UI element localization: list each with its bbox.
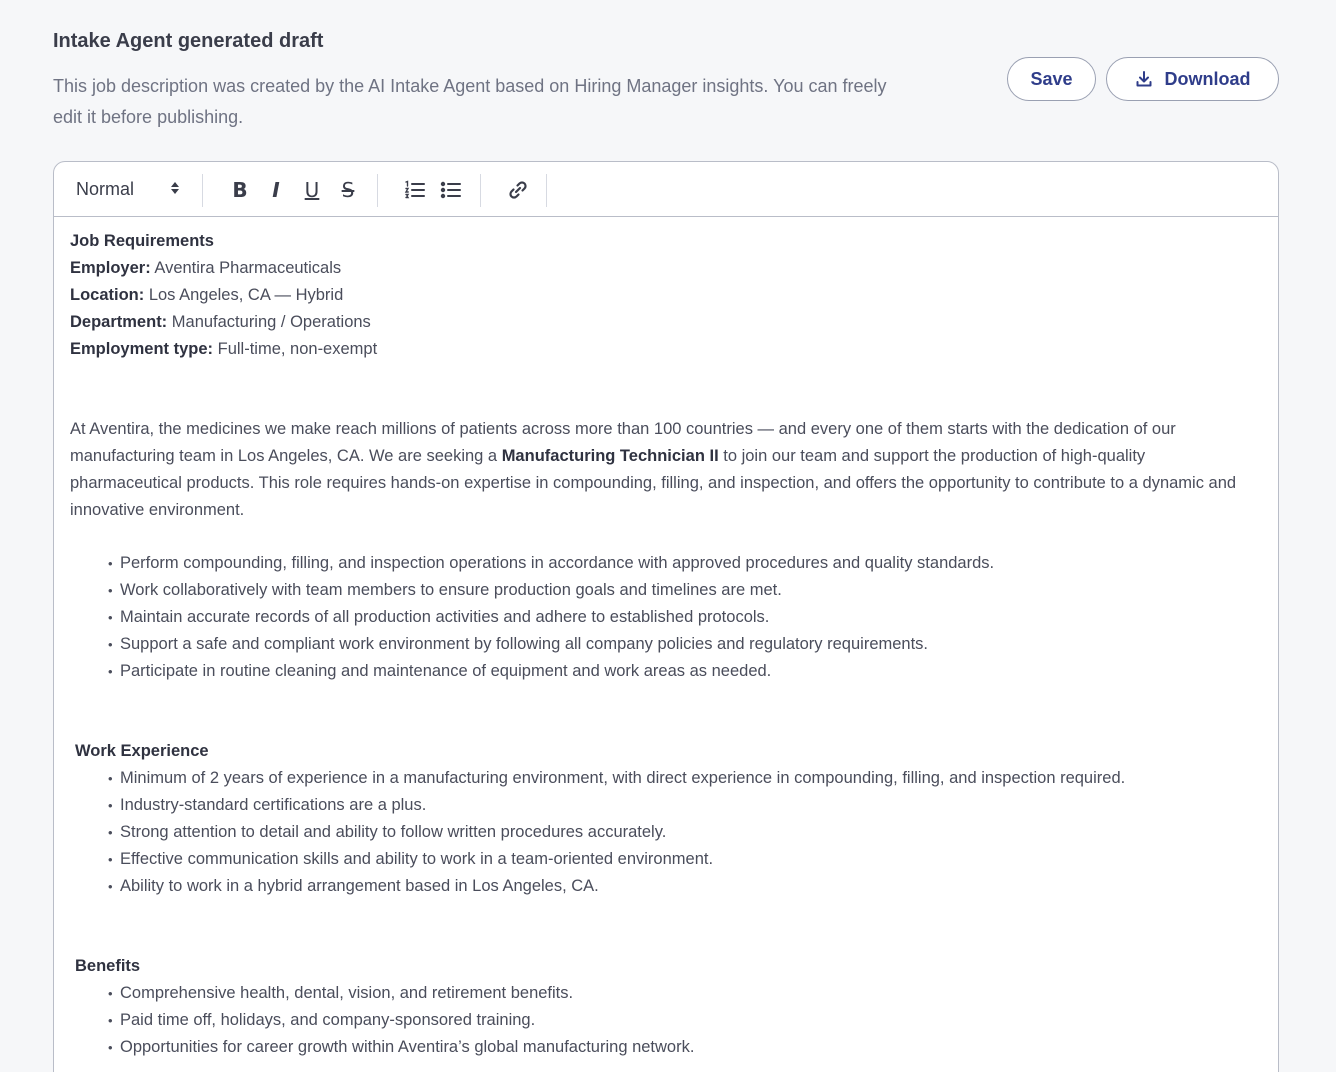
list-item: • Work collaboratively with team members to ensure production goals and timelines are met. (108, 577, 1260, 604)
italic-button[interactable]: I (272, 177, 280, 202)
list-item: • Paid time off, holidays, and company-sponsored training. (108, 1007, 1260, 1034)
toolbar-divider (377, 174, 378, 207)
experience-list (108, 765, 1208, 900)
experience-heading: Work Experience (75, 742, 209, 760)
save-button[interactable] (1007, 57, 1096, 101)
page-title: Intake Agent generated draft (53, 30, 324, 52)
list-item: • Strong attention to detail and ability to follow written procedures accurately. (108, 819, 1208, 846)
list-item: • Minimum of 2 years of experience in a manufacturing environment, with direct experience in compounding, filling, and inspection required. (108, 765, 1208, 792)
list-item: • Ability to work in a hybrid arrangement based in Los Angeles, CA. (108, 873, 1208, 900)
text-style-value: Normal (76, 179, 135, 199)
ordered-list-icon[interactable] (399, 162, 431, 217)
requirements-heading: Job Requirements (70, 232, 214, 250)
bullet-list-icon[interactable] (435, 162, 467, 217)
benefits-heading: Benefits (75, 957, 141, 975)
list-item: • Opportunities for career growth within Aventira’s global manufacturing network. (108, 1034, 1260, 1061)
list-item: • Participate in routine cleaning and maintenance of equipment and work areas as needed. (108, 658, 1260, 685)
list-item: • Industry-standard certifications are a plus. (108, 792, 1208, 819)
field-employer: Employer: Aventira Pharmaceuticals (70, 259, 342, 277)
list-item: • Perform compounding, filling, and inspection operations in accordance with approved procedures and quality standards. (108, 550, 1260, 577)
benefits-list (108, 980, 1260, 1061)
save-button-label: Save (1030, 68, 1073, 89)
underline-button[interactable]: U (304, 177, 320, 202)
list-item: • Effective communication skills and ability to work in a team-oriented environment. (108, 846, 1208, 873)
page-subtitle: This job description was created by the AI Intake Agent based on Hiring Manager insights. You can freely edit it before publishing. (53, 76, 887, 127)
list-item: • Maintain accurate records of all production activities and adhere to established protocols. (108, 604, 1260, 631)
field-department: Department: Manufacturing / Operations (70, 313, 371, 331)
intro-paragraph: At Aventira, the medicines we make reach millions of patients across more than 100 countries — and every one of them starts with the dedication of our manufacturing team in Los Angeles, CA. We are seeking a Manufacturing Technician II to join our team and support the production of high-quality pharmaceutical products. This role requires hands-on expertise in compounding, filling, and inspection, and offers the opportunity to contribute to a dynamic and innovative environment. (70, 420, 1237, 519)
field-employment-type: Employment type: Full-time, non-exempt (70, 340, 378, 358)
select-arrows-icon (170, 179, 180, 200)
editor-content[interactable] (70, 228, 1260, 1061)
editor-toolbar (54, 162, 1278, 217)
download-button[interactable] (1106, 57, 1279, 101)
bold-button[interactable]: B (232, 177, 248, 202)
field-location: Location: Los Angeles, CA — Hybrid (70, 286, 344, 304)
download-button-label: Download (1164, 68, 1251, 89)
text-style-select[interactable] (68, 162, 188, 217)
toolbar-divider (480, 174, 481, 207)
toolbar-divider (202, 174, 203, 207)
download-icon (1135, 70, 1153, 88)
rich-text-editor (53, 161, 1279, 1072)
duties-list (108, 550, 1260, 685)
toolbar-divider (546, 174, 547, 207)
link-icon[interactable] (502, 162, 534, 217)
list-item: • Support a safe and compliant work environment by following all company policies and regulatory requirements. (108, 631, 1260, 658)
list-item: • Comprehensive health, dental, vision, and retirement benefits. (108, 980, 1260, 1007)
strikethrough-button[interactable]: S (341, 177, 355, 202)
